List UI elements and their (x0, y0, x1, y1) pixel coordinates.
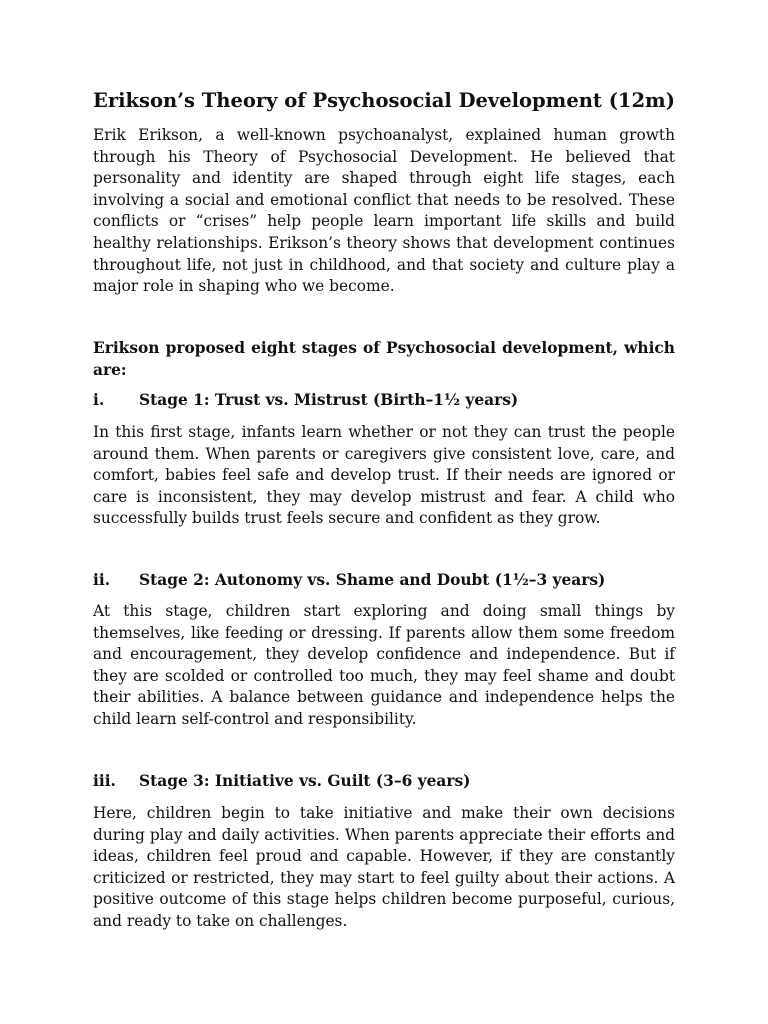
stage-1-body: In this first stage, infants learn whether or not they can trust the people around them. When parents or caregivers give consistent love, care, and comfort, babies feel safe and develop trust. If their needs are ignored or care is inconsistent, they may develop mistrust and fear. A child who successfully builds trust feels secure and confident as they grow. (93, 423, 675, 528)
document-title: Erikson’s Theory of Psychosocial Development (12m) (93, 89, 675, 112)
stage-2-title: Stage 2: Autonomy vs. Shame and Doubt (1½–3 years) (139, 571, 606, 589)
intro-paragraph: Erik Erikson, a well-known psychoanalyst, explained human growth through his Theory of Psychosocial Development. He believed that personality and identity are shaped through eight life stages, each involving a social and emotional conflict that needs to be resolved. These conflicts or “crises” help people learn important life skills and build healthy relationships. Erikson’s theory shows that development continues throughout life, not just in childhood, and that society and culture play a major role in shaping who we become. (93, 126, 675, 296)
stage-2-number: ii. (93, 571, 111, 589)
stages-lead: Erikson proposed eight stages of Psychosocial development, which are: (93, 339, 675, 379)
stage-2-heading (93, 570, 675, 592)
stage-3-body: Here, children begin to take initiative and make their own decisions during play and daily activities. When parents appreciate their efforts and ideas, children feel proud and capable. However, if they are constantly criticized or restricted, they may start to feel guilty about their actions. A positive outcome of this stage helps children become purposeful, curious, and ready to take on challenges. (93, 804, 675, 930)
stage-3-heading (93, 771, 675, 793)
stage-1-number: i. (93, 391, 105, 409)
stage-1-heading (93, 390, 675, 412)
stage-3-number: iii. (93, 772, 116, 790)
stage-2-body: At this stage, children start exploring and doing small things by themselves, like feeding or dressing. If parents allow them some freedom and encouragement, they develop confidence and independence. But if they are scolded or controlled too much, they may feel shame and doubt their abilities. A balance between guidance and independence helps the child learn self-control and responsibility. (93, 602, 675, 728)
stage-3-title: Stage 3: Initiative vs. Guilt (3–6 years) (139, 772, 471, 790)
stage-1-title: Stage 1: Trust vs. Mistrust (Birth–1½ years) (139, 391, 519, 409)
